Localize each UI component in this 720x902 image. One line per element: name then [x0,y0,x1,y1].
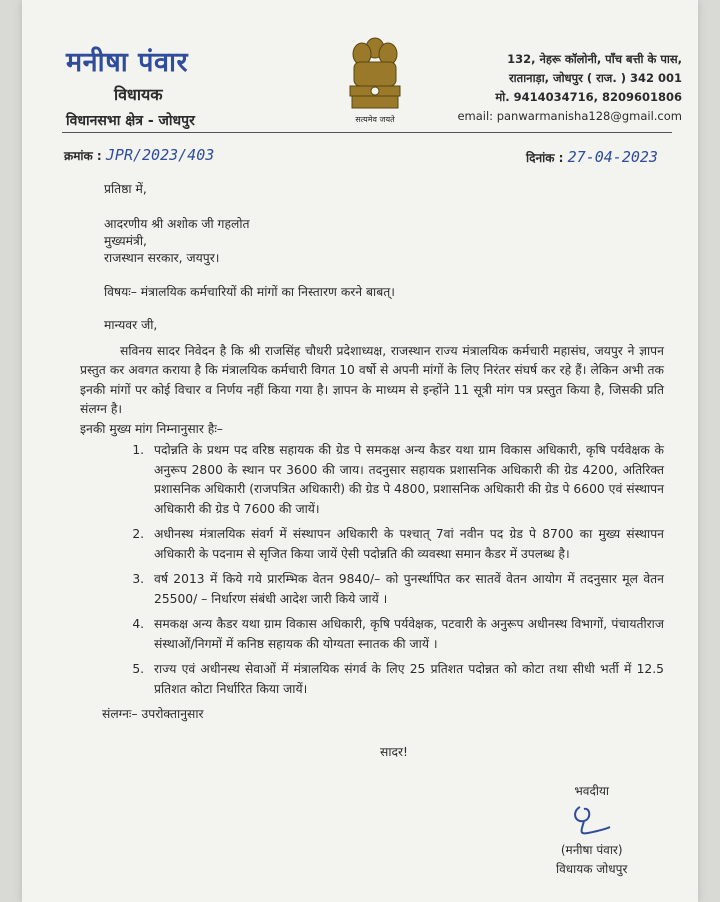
enclosure-note: संलग्नः– उपरोक्तानुसार [102,707,204,721]
letter-body [80,180,664,762]
reference-label: क्रमांक : [64,149,102,163]
demands-intro: इनकी मुख्य मांग निम्नानुसार हैः– [80,421,223,436]
date-value: 27-04-2023 [567,148,658,166]
signatory-name: (मनीषा पंवार) [560,843,623,857]
yours-faithfully: भवदीया [574,784,610,798]
demand-item: 1. पदोन्नति के प्रथम पद वरिष्ठ सहायक की ग्रेड पे समकक्ष अन्य कैडर यथा ग्राम विकास अधिकारी, कृषि पर्यवेक्षक के अनुरूप 2800 के स्थान पर 3600 की जाय। तदनुसार सहायक प्रशासनिक अधिकारी की ग्रेड 4200, अतिरिक्त प्रशासनिक अधिकारी (राजपत्रित अधिकारी) की ग्रेड पे 4800, प्रशासनिक अधिकारी की ग्रेड पे 6600 एवं संस्थापन अधिकारी की ग्रेड पे 7600 की जायें। [148,441,664,519]
demands-list [104,441,664,699]
constituency: विधानसभा क्षेत्र - जोधपुर [66,113,195,129]
recipient-line-1: आदरणीय श्री अशोक जी गहलोत [104,216,250,231]
reference-value: JPR/2023/403 [105,146,215,164]
address-line-1: 132, नेहरू कॉलोनी, पाँच बत्ती के पास, [507,52,682,66]
mla-name: मनीषा पंवार [66,47,189,78]
letterhead-right [452,50,682,126]
reference-number [64,146,214,164]
demand-item: 2. अधीनस्थ मंत्रालयिक संवर्ग में संस्थापन अधिकारी के पश्चात् 7वां नवीन पद ग्रेड पे 8700 का मुख्य संस्थापन अधिकारी के पदनाम से सृजित किया जायें ऐसी पदोन्नति की व्यवस्था समान कैडर में उपलब्ध है। [148,525,664,564]
salutation: मान्यवर जी, [104,318,158,332]
header-divider [62,132,672,133]
demand-item: 3. वर्ष 2013 में किये गये प्रारम्भिक वेतन 9840/– को पुनर्स्थापित कर सातवें वेतन आयोग में तदनुसार मूल वेतन 25500/ – निर्धारण संबंधी आदेश जारी किये जायें । [148,570,664,609]
phone-numbers: मो. 9414034716, 8209601806 [495,90,682,104]
recipient-line-3: राजस्थान सरकार, जयपुर। [104,250,220,265]
date-label: दिनांक : [526,151,564,165]
to-label: प्रतिष्ठा में, [104,182,147,196]
signature-icon [556,801,627,841]
demand-item: 4. समकक्ष अन्य कैडर यथा ग्राम विकास अधिकारी, कृषि पर्यवेक्षक, पटवारी के अनुरूप अधीनस्थ विभागों, पंचायतीराज संस्थाओं/निगमों में कनिष्ठ सहायक की योग्यता स्नातक की जायें । [148,615,664,654]
emblem-caption: सत्यमेव जयते [355,115,395,124]
address-line-2: रातानाड़ा, जोधपुर ( राज. ) 342 001 [508,71,682,85]
recipient-block [104,216,664,267]
recipient-line-2: मुख्यमंत्री, [104,233,147,248]
designation: विधायक [114,85,163,104]
subject-line: विषयः– मंत्रालयिक कर्मचारियों की मांगों का निस्तारण करने बाबत्। [104,284,395,299]
letter-page [22,0,698,902]
letter-date [526,148,658,166]
letterhead-left [66,42,195,130]
intro-paragraph: सविनय सादर निवेदन है कि श्री राजसिंह चौधरी प्रदेशाध्यक्ष, राजस्थान राज्य मंत्रालयिक कर्मचारी महासंघ, जयपुर ने ज्ञापन प्रस्तुत कर अवगत कराया है कि मंत्रालयिक कर्मचारी विगत 10 वर्षो से अपनी मांगों के लिए निरंतर संघर्ष कर रहे हैं। लेकिन अभी तक इनकी मांगों पर कोई विचार व निर्णय नहीं किया गया है। ज्ञापन के माध्यम से इन्होंने 11 सूत्री मांग पत्र प्रस्तुत किया है, जिसकी प्रति संलग्न है। [80,343,664,416]
state-emblem-icon [340,34,410,130]
regards: सादर! [380,744,408,759]
signatory-title: विधायक जोधपुर [556,862,628,876]
closing-block [556,782,627,879]
demand-item: 5. राज्य एवं अधीनस्थ सेवाओं में मंत्रालयिक संगर्व के लिए 25 प्रतिशत पदोन्नत को कोटा तथा सीधी भर्ती में 12.5 प्रतिशत कोटा निर्धारित किया जायें। [148,660,664,699]
email-address: email: panwarmanisha128@gmail.com [457,109,682,123]
